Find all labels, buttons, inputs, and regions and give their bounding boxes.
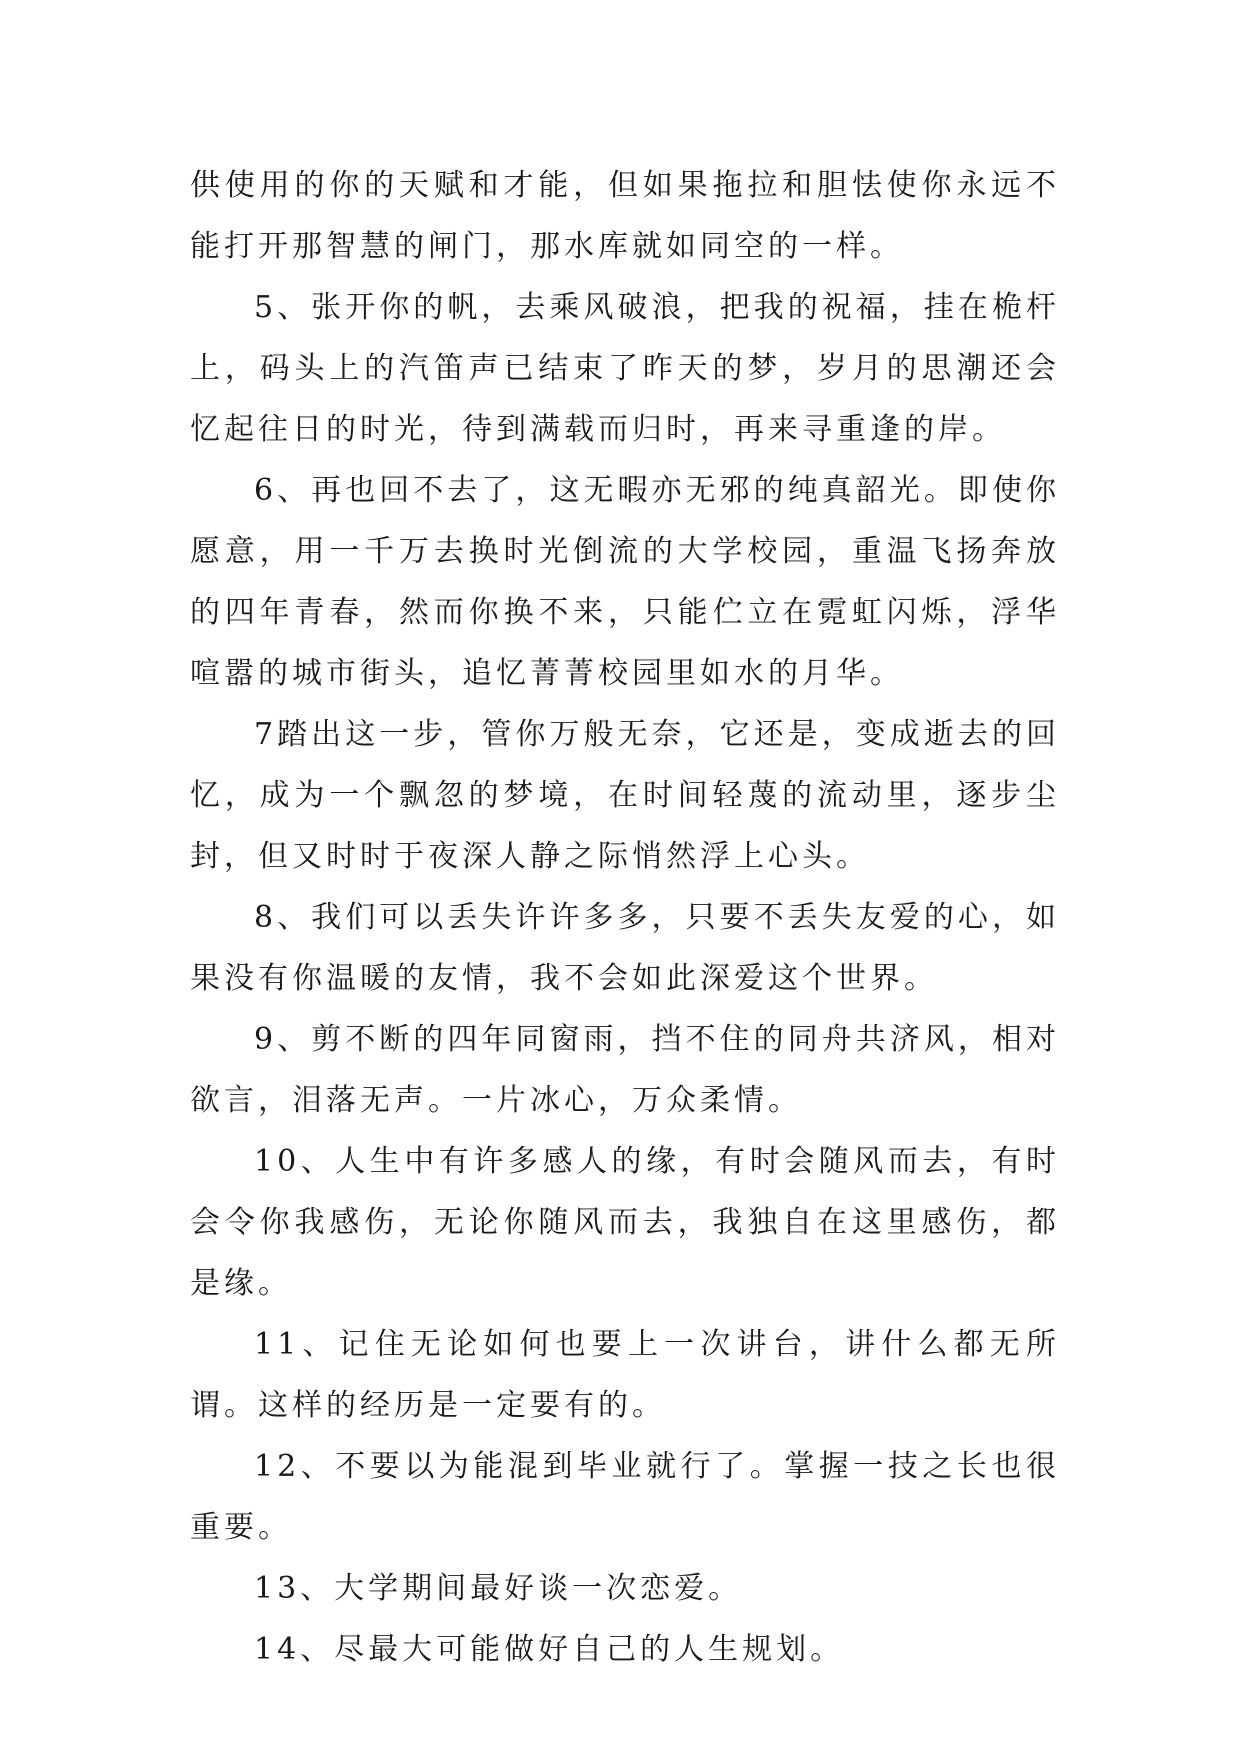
paragraph-item-14: 14、尽最大可能做好自己的人生规划。 (254, 1632, 845, 1667)
paragraph-item-10: 10、人生中有许多感人的缘，有时会随风而去，有时会令你我感伤，无论你随风而去，我独自在这里感伤，都是缘。 (190, 1144, 1060, 1301)
paragraph-item-13: 13、大学期间最好谈一次恋爱。 (254, 1571, 743, 1606)
paragraph-item-5: 5、张开你的帆，去乘风破浪，把我的祝福，挂在桅杆上，码头上的汽笛声已结束了昨天的梦，岁月的思潮还会忆起往日的时光，待到满载而归时，再来寻重逢的岸。 (190, 290, 1060, 447)
paragraph-item-7: 7踏出这一步，管你万般无奈，它还是，变成逝去的回忆，成为一个飘忽的梦境，在时间轻蔑的流动里，逐步尘封，但又时时于夜深人静之际悄然浮上心头。 (190, 717, 1060, 874)
paragraph-item-8: 8、我们可以丢失许许多多，只要不丢失友爱的心，如果没有你温暖的友情，我不会如此深爱这个世界。 (190, 900, 1060, 996)
document-body (190, 155, 1060, 1680)
paragraph-item-11: 11、记住无论如何也要上一次讲台，讲什么都无所谓。这样的经历是一定要有的。 (190, 1327, 1060, 1423)
paragraph-item-12: 12、不要以为能混到毕业就行了。掌握一技之长也很重要。 (190, 1449, 1060, 1545)
paragraph-item-6: 6、再也回不去了，这无暇亦无邪的纯真韶光。即使你愿意，用一千万去换时光倒流的大学校园，重温飞扬奔放的四年青春，然而你换不来，只能伫立在霓虹闪烁，浮华喧嚣的城市街头，追忆菁菁校园里如水的月华。 (190, 473, 1060, 691)
paragraph-item-9: 9、剪不断的四年同窗雨，挡不住的同舟共济风，相对欲言，泪落无声。一片冰心，万众柔情。 (190, 1022, 1060, 1118)
paragraph-continuation: 供使用的你的天赋和才能，但如果拖拉和胆怯使你永远不能打开那智慧的闸门，那水库就如同空的一样。 (190, 168, 1060, 264)
